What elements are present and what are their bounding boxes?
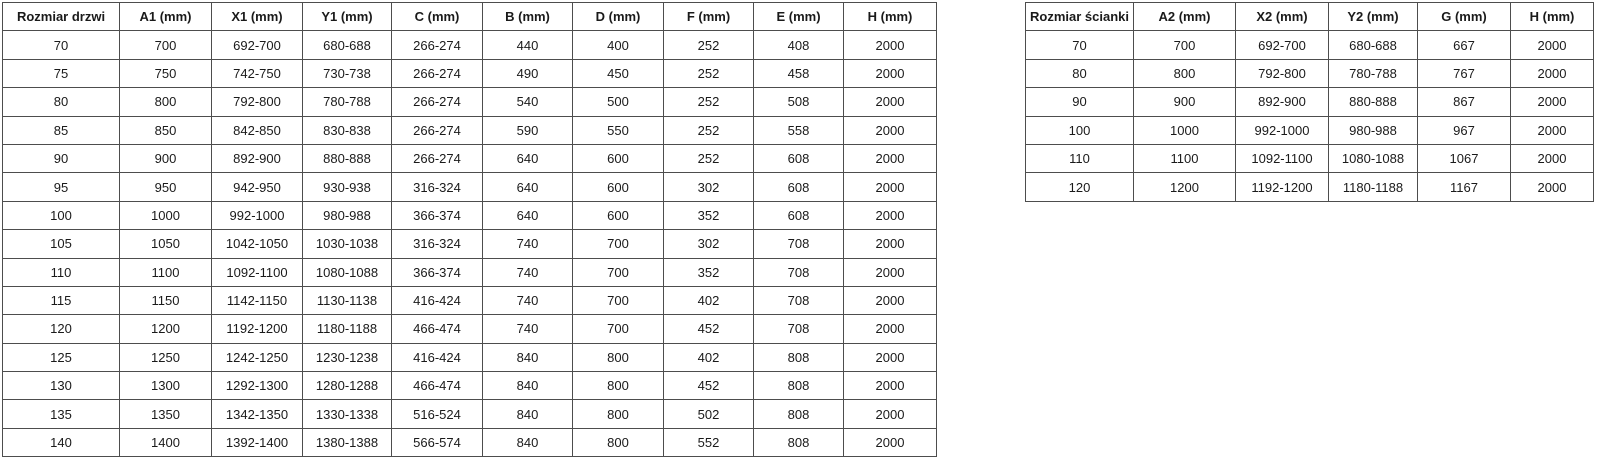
table-cell: 1030-1038 xyxy=(303,230,392,258)
table-row xyxy=(1026,144,1594,172)
table-cell: 740 xyxy=(483,230,573,258)
table-cell: 808 xyxy=(754,428,844,456)
table-cell: 416-424 xyxy=(392,286,483,314)
column-header: A1 (mm) xyxy=(120,3,212,31)
column-header: D (mm) xyxy=(573,3,664,31)
table-cell: 980-988 xyxy=(1329,116,1418,144)
table-cell: 266-274 xyxy=(392,31,483,59)
table-cell: 2000 xyxy=(1511,31,1594,59)
table-row xyxy=(3,144,937,172)
table-cell: 1067 xyxy=(1418,144,1511,172)
table-cell: 566-574 xyxy=(392,428,483,456)
table-cell: 600 xyxy=(573,144,664,172)
table-cell: 266-274 xyxy=(392,88,483,116)
table-cell: 608 xyxy=(754,201,844,229)
table-cell: 466-474 xyxy=(392,372,483,400)
column-header: Rozmiar drzwi xyxy=(3,3,120,31)
table-cell: 500 xyxy=(573,88,664,116)
column-header: Y2 (mm) xyxy=(1329,3,1418,31)
table-cell: 1150 xyxy=(120,286,212,314)
table-cell: 135 xyxy=(3,400,120,428)
table-cell: 750 xyxy=(120,59,212,87)
table-cell: 105 xyxy=(3,230,120,258)
table-cell: 2000 xyxy=(844,144,937,172)
table-cell: 700 xyxy=(120,31,212,59)
table-cell: 402 xyxy=(664,343,754,371)
table-cell: 800 xyxy=(573,400,664,428)
table-cell: 780-788 xyxy=(303,88,392,116)
table-cell: 502 xyxy=(664,400,754,428)
table-cell: 508 xyxy=(754,88,844,116)
table-row xyxy=(3,372,937,400)
table-cell: 808 xyxy=(754,400,844,428)
table-cell: 850 xyxy=(120,116,212,144)
table-row xyxy=(3,428,937,456)
table-cell: 130 xyxy=(3,372,120,400)
table-cell: 740 xyxy=(483,258,573,286)
column-header: A2 (mm) xyxy=(1134,3,1236,31)
table-cell: 2000 xyxy=(844,88,937,116)
table-cell: 808 xyxy=(754,372,844,400)
table-cell: 980-988 xyxy=(303,201,392,229)
table-cell: 90 xyxy=(3,144,120,172)
table-cell: 700 xyxy=(573,230,664,258)
table-cell: 352 xyxy=(664,258,754,286)
table-cell: 1300 xyxy=(120,372,212,400)
table-cell: 302 xyxy=(664,230,754,258)
table-cell: 730-738 xyxy=(303,59,392,87)
table-cell: 600 xyxy=(573,173,664,201)
table-cell: 1380-1388 xyxy=(303,428,392,456)
table-cell: 992-1000 xyxy=(1236,116,1329,144)
table-row xyxy=(1026,31,1594,59)
table-cell: 1330-1338 xyxy=(303,400,392,428)
table-cell: 2000 xyxy=(844,400,937,428)
table-cell: 1242-1250 xyxy=(212,343,303,371)
table-cell: 742-750 xyxy=(212,59,303,87)
table-cell: 1000 xyxy=(1134,116,1236,144)
table-cell: 115 xyxy=(3,286,120,314)
table-cell: 708 xyxy=(754,230,844,258)
table-cell: 800 xyxy=(1134,59,1236,87)
table-cell: 80 xyxy=(1026,59,1134,87)
table-cell: 252 xyxy=(664,31,754,59)
table-cell: 120 xyxy=(3,315,120,343)
table-cell: 900 xyxy=(120,144,212,172)
table-cell: 1000 xyxy=(120,201,212,229)
column-header: G (mm) xyxy=(1418,3,1511,31)
column-header: F (mm) xyxy=(664,3,754,31)
table-cell: 1350 xyxy=(120,400,212,428)
table-cell: 680-688 xyxy=(1329,31,1418,59)
table-cell: 70 xyxy=(3,31,120,59)
table-row xyxy=(3,59,937,87)
table-cell: 450 xyxy=(573,59,664,87)
table-cell: 667 xyxy=(1418,31,1511,59)
table-cell: 700 xyxy=(573,286,664,314)
table-cell: 70 xyxy=(1026,31,1134,59)
table-cell: 842-850 xyxy=(212,116,303,144)
table-cell: 125 xyxy=(3,343,120,371)
table-cell: 700 xyxy=(573,258,664,286)
table-row xyxy=(3,88,937,116)
table-cell: 950 xyxy=(120,173,212,201)
table-cell: 452 xyxy=(664,315,754,343)
table-row xyxy=(3,286,937,314)
table-cell: 90 xyxy=(1026,88,1134,116)
table-cell: 266-274 xyxy=(392,59,483,87)
table-row xyxy=(3,343,937,371)
table-cell: 1080-1088 xyxy=(1329,144,1418,172)
table-cell: 2000 xyxy=(1511,59,1594,87)
table-cell: 266-274 xyxy=(392,116,483,144)
table-cell: 700 xyxy=(573,315,664,343)
table-row xyxy=(1026,59,1594,87)
door-size-table xyxy=(2,2,937,457)
table-cell: 967 xyxy=(1418,116,1511,144)
table-cell: 640 xyxy=(483,144,573,172)
table-cell: 800 xyxy=(120,88,212,116)
table-cell: 440 xyxy=(483,31,573,59)
table-cell: 110 xyxy=(1026,144,1134,172)
table-cell: 316-324 xyxy=(392,230,483,258)
table-cell: 640 xyxy=(483,173,573,201)
table-cell: 316-324 xyxy=(392,173,483,201)
table-row xyxy=(1026,116,1594,144)
table-row xyxy=(3,116,937,144)
table-cell: 110 xyxy=(3,258,120,286)
table-cell: 1142-1150 xyxy=(212,286,303,314)
header-row xyxy=(3,3,937,31)
table-cell: 2000 xyxy=(844,258,937,286)
table-cell: 640 xyxy=(483,201,573,229)
table-cell: 792-800 xyxy=(212,88,303,116)
table-cell: 1092-1100 xyxy=(212,258,303,286)
table-cell: 252 xyxy=(664,59,754,87)
table-cell: 140 xyxy=(3,428,120,456)
table-cell: 840 xyxy=(483,372,573,400)
table-cell: 700 xyxy=(1134,31,1236,59)
table-cell: 95 xyxy=(3,173,120,201)
table-cell: 2000 xyxy=(844,59,937,87)
table-cell: 1042-1050 xyxy=(212,230,303,258)
table-row xyxy=(3,173,937,201)
column-header: H (mm) xyxy=(844,3,937,31)
table-cell: 1280-1288 xyxy=(303,372,392,400)
table-cell: 416-424 xyxy=(392,343,483,371)
column-header: X1 (mm) xyxy=(212,3,303,31)
table-cell: 608 xyxy=(754,173,844,201)
table-cell: 590 xyxy=(483,116,573,144)
table-cell: 1250 xyxy=(120,343,212,371)
table-cell: 1092-1100 xyxy=(1236,144,1329,172)
table-cell: 1080-1088 xyxy=(303,258,392,286)
table-cell: 516-524 xyxy=(392,400,483,428)
table-cell: 792-800 xyxy=(1236,59,1329,87)
table-cell: 1230-1238 xyxy=(303,343,392,371)
table-cell: 75 xyxy=(3,59,120,87)
table-cell: 466-474 xyxy=(392,315,483,343)
table-cell: 2000 xyxy=(1511,144,1594,172)
table-cell: 252 xyxy=(664,88,754,116)
table-row xyxy=(3,315,937,343)
table-cell: 540 xyxy=(483,88,573,116)
table-cell: 1192-1200 xyxy=(1236,173,1329,201)
table-cell: 1342-1350 xyxy=(212,400,303,428)
table-cell: 266-274 xyxy=(392,144,483,172)
table-cell: 900 xyxy=(1134,88,1236,116)
table-cell: 558 xyxy=(754,116,844,144)
table-cell: 930-938 xyxy=(303,173,392,201)
table-cell: 1167 xyxy=(1418,173,1511,201)
table-cell: 452 xyxy=(664,372,754,400)
table-cell: 780-788 xyxy=(1329,59,1418,87)
table-row xyxy=(3,31,937,59)
wall-size-table xyxy=(1025,2,1594,202)
table-cell: 100 xyxy=(3,201,120,229)
table-cell: 490 xyxy=(483,59,573,87)
column-header: Y1 (mm) xyxy=(303,3,392,31)
table-cell: 808 xyxy=(754,343,844,371)
table-cell: 1180-1188 xyxy=(1329,173,1418,201)
column-header: B (mm) xyxy=(483,3,573,31)
table-cell: 692-700 xyxy=(1236,31,1329,59)
table-cell: 302 xyxy=(664,173,754,201)
table-cell: 1100 xyxy=(1134,144,1236,172)
table-cell: 366-374 xyxy=(392,201,483,229)
table-cell: 1192-1200 xyxy=(212,315,303,343)
table-row xyxy=(3,400,937,428)
table-cell: 608 xyxy=(754,144,844,172)
table-cell: 800 xyxy=(573,372,664,400)
table-cell: 1200 xyxy=(1134,173,1236,201)
column-header: H (mm) xyxy=(1511,3,1594,31)
table-cell: 2000 xyxy=(844,173,937,201)
table-cell: 2000 xyxy=(1511,116,1594,144)
table-cell: 892-900 xyxy=(1236,88,1329,116)
table-cell: 708 xyxy=(754,286,844,314)
table-row xyxy=(1026,173,1594,201)
table-cell: 366-374 xyxy=(392,258,483,286)
table-cell: 400 xyxy=(573,31,664,59)
table-cell: 1400 xyxy=(120,428,212,456)
table-cell: 840 xyxy=(483,428,573,456)
column-header: C (mm) xyxy=(392,3,483,31)
table-cell: 352 xyxy=(664,201,754,229)
table-cell: 2000 xyxy=(844,315,937,343)
table-cell: 840 xyxy=(483,343,573,371)
table-cell: 880-888 xyxy=(1329,88,1418,116)
table-cell: 708 xyxy=(754,315,844,343)
table-cell: 800 xyxy=(573,428,664,456)
table-row xyxy=(1026,88,1594,116)
table-cell: 402 xyxy=(664,286,754,314)
table-cell: 1130-1138 xyxy=(303,286,392,314)
table-cell: 2000 xyxy=(844,116,937,144)
table-cell: 1100 xyxy=(120,258,212,286)
table-cell: 830-838 xyxy=(303,116,392,144)
table-cell: 740 xyxy=(483,315,573,343)
table-row xyxy=(3,230,937,258)
column-header: E (mm) xyxy=(754,3,844,31)
table-cell: 2000 xyxy=(1511,88,1594,116)
table-cell: 840 xyxy=(483,400,573,428)
table-cell: 880-888 xyxy=(303,144,392,172)
table-cell: 2000 xyxy=(844,372,937,400)
table-cell: 692-700 xyxy=(212,31,303,59)
table-cell: 458 xyxy=(754,59,844,87)
table-cell: 1180-1188 xyxy=(303,315,392,343)
table-cell: 680-688 xyxy=(303,31,392,59)
table-cell: 552 xyxy=(664,428,754,456)
table-cell: 2000 xyxy=(844,286,937,314)
table-cell: 2000 xyxy=(844,343,937,371)
table-cell: 740 xyxy=(483,286,573,314)
table-cell: 550 xyxy=(573,116,664,144)
table-cell: 2000 xyxy=(1511,173,1594,201)
table-cell: 708 xyxy=(754,258,844,286)
table-cell: 2000 xyxy=(844,201,937,229)
header-row xyxy=(1026,3,1594,31)
table-cell: 1050 xyxy=(120,230,212,258)
table-cell: 1292-1300 xyxy=(212,372,303,400)
table-cell: 942-950 xyxy=(212,173,303,201)
table-cell: 892-900 xyxy=(212,144,303,172)
column-header: X2 (mm) xyxy=(1236,3,1329,31)
table-cell: 1200 xyxy=(120,315,212,343)
table-cell: 800 xyxy=(573,343,664,371)
table-row xyxy=(3,201,937,229)
table-cell: 120 xyxy=(1026,173,1134,201)
table-cell: 252 xyxy=(664,144,754,172)
table-cell: 2000 xyxy=(844,428,937,456)
table-cell: 2000 xyxy=(844,230,937,258)
table-cell: 1392-1400 xyxy=(212,428,303,456)
table-cell: 408 xyxy=(754,31,844,59)
column-header: Rozmiar ścianki xyxy=(1026,3,1134,31)
table-cell: 767 xyxy=(1418,59,1511,87)
table-cell: 992-1000 xyxy=(212,201,303,229)
table-cell: 2000 xyxy=(844,31,937,59)
table-cell: 600 xyxy=(573,201,664,229)
table-cell: 80 xyxy=(3,88,120,116)
table-cell: 100 xyxy=(1026,116,1134,144)
table-cell: 85 xyxy=(3,116,120,144)
table-cell: 867 xyxy=(1418,88,1511,116)
table-row xyxy=(3,258,937,286)
table-cell: 252 xyxy=(664,116,754,144)
